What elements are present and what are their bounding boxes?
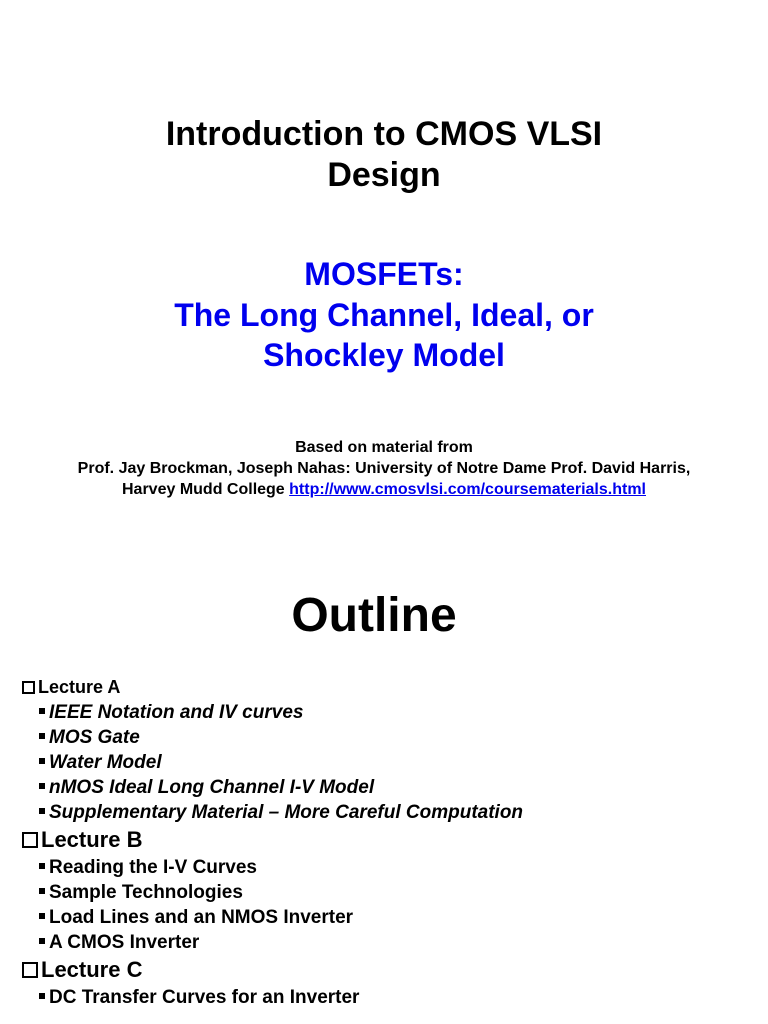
checkbox-square-icon — [22, 832, 38, 848]
outline-title: Outline — [291, 589, 457, 642]
subtitle-line-3: Shockley Model — [263, 337, 505, 373]
credit-line-3 — [0, 479, 768, 500]
course-materials-link[interactable]: http://www.cmosvlsi.com/coursematerials.html — [289, 481, 646, 498]
subtitle-line-2: The Long Channel, Ideal, or — [174, 297, 594, 333]
bullet-square-icon — [39, 888, 45, 894]
lecture-b-heading: Lecture B — [22, 825, 762, 855]
bullet-square-icon — [39, 808, 45, 814]
bullet-square-icon — [39, 758, 45, 764]
list-item: nMOS Ideal Long Channel I-V Model — [22, 775, 762, 800]
title-line-2: Design — [327, 156, 441, 194]
bullet-square-icon — [39, 733, 45, 739]
bullet-square-icon — [39, 938, 45, 944]
lecture-c-heading: Lecture C — [22, 955, 762, 985]
title-line-1: Introduction to CMOS VLSI — [165, 115, 603, 153]
list-item: DC Transfer Curves for an Inverter — [22, 985, 762, 1010]
list-item: MOS Gate — [22, 725, 762, 750]
lecture-a-heading: Lecture A — [22, 674, 762, 700]
bullet-square-icon — [39, 913, 45, 919]
list-item: A CMOS Inverter — [22, 930, 762, 955]
list-item: IEEE Notation and IV curves — [22, 700, 762, 725]
credit-line-2: Prof. Jay Brockman, Joseph Nahas: University of Notre Dame Prof. David Harris, — [77, 460, 691, 477]
checkbox-square-icon — [22, 962, 38, 978]
subtitle-line-1: MOSFETs: — [304, 256, 464, 292]
bullet-square-icon — [39, 993, 45, 999]
list-item: Reading the I-V Curves — [22, 855, 762, 880]
outline-list — [22, 674, 762, 1010]
bullet-square-icon — [39, 863, 45, 869]
checkbox-square-icon — [22, 681, 35, 694]
list-item: Water Model — [22, 750, 762, 775]
credit-line-1: Based on material from — [295, 439, 473, 456]
list-item: Load Lines and an NMOS Inverter — [22, 905, 762, 930]
credit-affiliation: Harvey Mudd College — [122, 481, 290, 498]
bullet-square-icon — [39, 783, 45, 789]
list-item: Sample Technologies — [22, 880, 762, 905]
list-item: Supplementary Material – More Careful Computation — [22, 800, 762, 825]
bullet-square-icon — [39, 708, 45, 714]
